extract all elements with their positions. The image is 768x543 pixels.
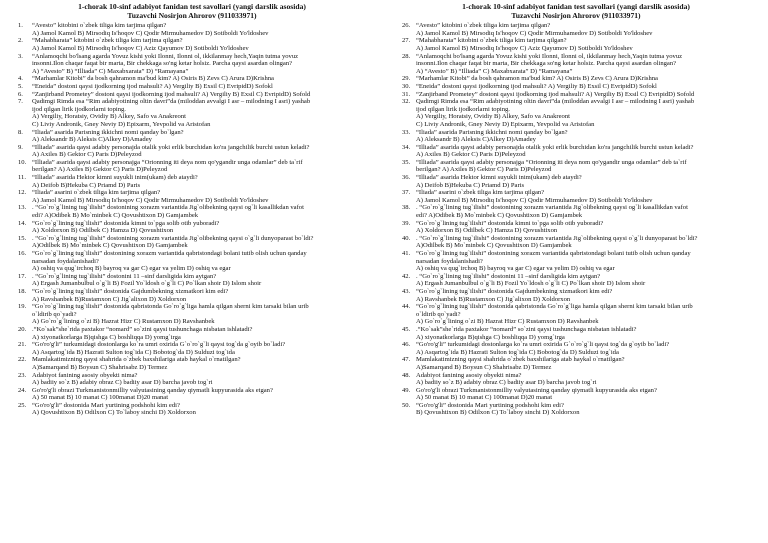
question-text-line: . “Go`ro`g`lining tug`ilishi” dostonining xorazm variantida Jig`olibekning qaysi og`li kasallikdan vafot: [416, 204, 688, 212]
question-text-line: Qadimgi Rimda esa “Rim adabiyotining oltin davri”da (miloddan avvalgi I asr – milodning I asri) yashab: [416, 98, 695, 106]
question-item: [402, 91, 750, 99]
question-text-line: “Go`ro`g`lining tug`ilishi” dostonida kimni to`pga solib otib yuboradi?: [416, 219, 604, 227]
question-text-line: “Go'ro'g'li” turkumidagi dostonlarga ko`ra umri oxirida G`o`ro`g`li qaysi tog`da g`oyib bo`ladi?: [32, 341, 286, 349]
question-text-line: A) Aleksandr B) Aleksis C)Alkey D)Amadey: [32, 136, 152, 144]
question-item: [18, 129, 366, 144]
question-list-right: [402, 22, 750, 417]
question-text-line: A) “Avesto” B) “Illiada” C) Maxabxarata” D) “Ramayana”: [32, 67, 189, 75]
question-item: [402, 83, 750, 91]
question-text-line: A) Jamol Kamol B) Mirsodiq Is'hoqov C) Aziz Qayumov D) Sotiboldi Yo'ldoshev: [416, 44, 633, 52]
question-text-line: A) Go`ro`g`lining o`zi B) Hazrat Hizr C) Rustamxon D) Ravshanbek: [32, 318, 215, 326]
question-number: 40.: [402, 234, 411, 242]
question-text-line: A) Axiles B) Gektor C) Paris D)Peleyzod: [32, 151, 142, 159]
question-text-line: “Iliada” asarida Parisning ikkichni nomi qanday bo`lgan?: [416, 128, 568, 136]
question-item: [402, 235, 750, 250]
question-text-line: “Illiada” asarida Hektor kimni suyukli inim(ukam) deb ataydi?: [32, 174, 198, 182]
question-item: [18, 204, 366, 219]
question-number: 11.: [18, 174, 26, 182]
question-text-line: A) Aleksandr B) Aleksis C)Alkey D)Amadey: [416, 136, 536, 144]
question-text-line: “Go`ro`g`lining tug`ilishi” dostonida Gajdumbekning xizmatkori kim edi?: [416, 287, 613, 295]
question-text-line: “Zanjirband Prometey” dostoni qaysi ijodkorning ijod mahsuli? A) Vergiliy B) Exsil C) EvripidD) Sofold: [416, 90, 695, 98]
question-item: [18, 174, 366, 189]
question-text-line: A) Asqartog`ida B) Hazrati Sulton tog`ida C) Bobotog`da D) Sulduzi tog`ida: [416, 348, 619, 356]
question-item: [402, 189, 750, 204]
question-text-line: A) Jamol Kamol B) Mirsodiq Is'hoqov C) Qodir Mirmuhamedov D) Sotiboldi Yo'ldoshev: [416, 29, 653, 37]
question-text-line: “Marhamlar Kitobi” da bosh qahramon ma'bud kim? A) Osiris B) Zevs C) Arura D)Krishna: [32, 75, 274, 83]
question-text-line: narsadan foydalanishadi?: [416, 257, 483, 265]
question-item: [18, 387, 366, 402]
question-number: 8.: [18, 128, 23, 136]
question-text-line: . “Go`ro`g`lining tug`ilishi” dostonining xorazm variantida Jig`olibekning qaysi og`li kasallikdan vafot: [32, 204, 304, 212]
question-item: [402, 250, 750, 273]
question-number: 33.: [402, 128, 411, 136]
question-number: 1.: [18, 22, 23, 30]
question-number: 7.: [18, 98, 23, 106]
question-item: [18, 98, 366, 128]
question-text-line: ijod qilgan lirik ijodkorlarni toping.: [32, 105, 126, 113]
question-list-left: [18, 22, 366, 417]
question-text-line: A) Deifob B)Hekuba C) Priamd D) Paris: [32, 181, 141, 189]
question-item: [18, 83, 366, 91]
question-number: 35.: [402, 158, 411, 166]
question-item: [18, 37, 366, 52]
question-text-line: insonni.Ilon chaqar faqat bir marta, Bir chekkaga so'ng ketar holsiz. Parcha qaysi asardan olingan?: [416, 60, 677, 68]
question-number: 23.: [18, 371, 27, 379]
question-text-line: edi? A)Odibek B) Mo`minbek C) Qovushtixon D) Gamjambek: [32, 212, 199, 220]
question-text-line: A) Xoldorxon B) Odilbek C) Hamza D) Qovushtixon: [416, 227, 558, 235]
question-text-line: A) Deifob B)Hekuba C) Priamd D) Paris: [416, 181, 525, 189]
question-number: 14.: [18, 219, 27, 227]
question-item: [402, 326, 750, 341]
question-item: [18, 288, 366, 303]
question-text-line: berilgan? A) Axiles B) Gektor C) Paris D)Peleyzod: [32, 166, 168, 174]
question-number: 20.: [18, 325, 27, 333]
question-number: 19.: [18, 303, 27, 311]
question-text-line: ijod qilgan lirik ijodkorlarni toping.: [416, 105, 510, 113]
question-text-line: A) “Avesto” B) “Illiada” C) Maxabxarata” D) “Ramayana”: [416, 67, 573, 75]
question-item: [18, 220, 366, 235]
question-item: [18, 189, 366, 204]
question-text-line: “Illiada” asarida qaysi adabiy personajda otalik yoki erlik burchidan ko'ra jangchilik burchi ustun keladi?: [416, 143, 694, 151]
question-text-line: Adabiyot fanining asosiy obyekti nima?: [32, 371, 138, 379]
header-title: 1-chorak 10-sinf adabiyot fanidan test savollari (yangi darslik asosida): [462, 2, 690, 11]
question-number: 42.: [402, 272, 411, 280]
question-text-line: “Illiada” asarida qaysi adabiy personajda otalik yoki erlik burchidan ko'ra jangchilik burchi ustun keladi?: [32, 143, 310, 151]
question-text-line: A) Jamol Kamol B) Mirsodiq Is'hoqov C) Qodir Mirmuhamedov D) Sotiboldi Yo'ldoshev: [32, 29, 269, 37]
question-item: [18, 91, 366, 99]
question-text-line: “Illiada” asarida qaysi adabiy personajga “Orionning iti deya nom qo'ygandir unga odamlar” deb ta`rif: [32, 158, 303, 166]
question-item: [18, 22, 366, 37]
question-number: 32.: [402, 98, 411, 106]
question-text-line: A) oshiq va qug`irchoq B) bayroq va gar C) egar va yelim D) oshiq va egar: [32, 265, 231, 273]
question-text-line: A)Samarqand B) Boysun C) Shahrisabz D) Termez: [32, 363, 168, 371]
question-text-line: A) Ravshanbek B)Rustamxon C) Jig`alixon D) Xoldorxon: [32, 295, 187, 303]
question-text-line: A) xiyonatkorlarga B)qishga C) boshliqqa D) yomg`irga: [416, 333, 565, 341]
question-number: 37.: [402, 189, 411, 197]
question-text-line: A) Jamol Kamol B) Mirsodiq Is'hoqov C) Aziz Qayumov D) Sotiboldi Yo'ldoshev: [32, 44, 249, 52]
question-item: [18, 235, 366, 250]
question-number: 41.: [402, 250, 411, 257]
question-text-line: “Anlamoqchi bo'lsang agarda Yovuz kishi yoki Ilonni, Ilonni ol, ikkilanmay hech,Yaqin tutma yovuz: [32, 52, 299, 60]
question-text-line: . “Go`ro`g`lining tug`ilishi” dostonini 11 –sinf darsligida kim aytgan?: [32, 272, 217, 280]
question-text-line: “Marhamlar Kitobi” da bosh qahramon ma'bud kim? A) Osiris B) Zevs C) Arura D)Krishna: [416, 75, 658, 83]
question-text-line: C) Liviy Andronik, Gney Neviy D) Epixarm, Yevpolid va Aristofan: [32, 120, 211, 128]
question-number: 12.: [18, 189, 27, 197]
question-item: [18, 53, 366, 76]
question-text-line: “Go`ro`g`lining tug`ilishi” dostonining xorazm variantida qabristondagi bolani tutib olish uchun qanday: [416, 250, 691, 257]
question-item: [402, 220, 750, 235]
question-text-line: B) Qovushtixon B) Odilxon C) To`laboy sinchi D) Xoldorxon: [416, 409, 580, 417]
question-text-line: “Go`ro`g`lining tug`ilishi” dostonida qabristonda Go`ro`g`liga hamla qilgan sherni kim tarsaki bilan urib: [416, 303, 693, 311]
question-text-line: “Zanjirband Prometey” dostoni qaysi ijodkorning ijod mahsuli? A) Vergiliy B) Exsil C) EvripidD) Sofold: [32, 90, 311, 98]
question-text-line: Mamlakatimizning qaysi shahrida o`zbek baxshilariga atab haykal o`rnatilgan?: [416, 356, 625, 364]
question-text-line: “Avesto” kitobini o`zbek tiliga kim tarjima qilgan?: [416, 22, 551, 30]
question-item: [402, 204, 750, 219]
question-text-line: A) Ergash Jumanbulbul o`g`li B) Fozil Yo`ldosh o`g`li C) Po`lkan shoir D) Islom shoir: [416, 280, 646, 288]
question-number: 27.: [402, 37, 411, 45]
question-text-line: “Mahabharata” kitobini o`zbek tiliga kim tarjima qilgan?: [32, 37, 183, 45]
question-text-line: “Anlamoqchi bo'lsang agarda Yovuz kishi yoki Ilonni, Ilonni ol, ikkilanmay hech,Yaqin tutma yovuz: [416, 52, 683, 60]
question-number: 5.: [18, 82, 23, 90]
question-text-line: . “Go`ro`g`lining tug`ilishi” dostonining xorazm variantida Jig`olibekning qaysi o`g`li dunyoparast bo`ldi?: [416, 234, 698, 242]
right-column: [402, 3, 750, 417]
question-text-line: “Iliada” asarida Parisning ikkichni nomi qanday bo`lgan?: [32, 128, 184, 136]
question-text-line: .“Ko`sak”she`rida paxtakor “nomard” so`zini qaysi tushunchaga nisbatan ishlatadi?: [32, 325, 253, 333]
question-text-line: Go'ro'g'li obrazi Turkmanistonmilliy valyutasining qanday qiymatli kupyurasida aks etgan?: [416, 386, 657, 394]
question-item: [402, 356, 750, 371]
question-item: [402, 288, 750, 303]
question-number: 29.: [402, 75, 411, 83]
question-number: 2.: [18, 37, 23, 45]
question-text-line: Qadimgi Rimda esa “Rim adabiyotining oltin davri”da (miloddan avvalgi I asr – milodning I asri) yashab: [32, 98, 311, 106]
question-number: 50.: [402, 401, 411, 409]
question-item: [18, 341, 366, 356]
question-number: 30.: [402, 82, 411, 90]
question-text-line: “Go'ro'g'li” dostonida Mari yurtining podshohi kim edi?: [416, 401, 564, 409]
question-item: [18, 402, 366, 417]
question-number: 28.: [402, 52, 411, 60]
question-text-line: A) Jamol Kamol B) Mirsodiq Is'hoqov C) Qodir Mirmuhamedov D) Sotiboldi Yo'ldoshev: [32, 196, 269, 204]
question-item: [18, 273, 366, 288]
question-text-line: A) Qovushtixon B) Odilxon C) To`laboy sinchi D) Xoldorxon: [32, 409, 196, 417]
question-number: 22.: [18, 356, 27, 364]
question-number: 48.: [402, 371, 411, 379]
header-title: 1-chorak 10-sinf adabiyot fanidan test savollari (yangi darslik asosida): [78, 2, 306, 11]
question-text-line: “Illiada” asarida qaysi adabiy personajga “Orionning iti deya nom qo'ygandir unga odamlar” deb ta`rif: [416, 158, 687, 166]
question-number: 43.: [402, 287, 411, 295]
question-text-line: “Avesto” kitobini o`zbek tiliga kim tarjima qilgan?: [32, 22, 167, 30]
question-text-line: “Eneida” dostoni qaysi ijodkorning ijod mahsuli? A) Vergiliy B) Exsil C) EvripidD) Sofokl: [416, 82, 657, 90]
question-text-line: “Iliada” asarini o`zbek tiliga kim tarjima qilgan?: [32, 189, 161, 197]
question-text-line: A) badiiy so`z B) adabiy obraz C) badiiy asar D) barcha javob tog`ri: [416, 379, 597, 387]
question-number: 39.: [402, 219, 411, 227]
question-text-line: “Go`ro`g`lining tug`ilishi” dostonida Gajdumbekning xizmatkori kim edi?: [32, 287, 229, 295]
left-column: [18, 3, 366, 417]
question-number: 15.: [18, 234, 27, 242]
question-text-line: “Go`ro`g`lining tug`ilishi” dostonida qabristonda Go`ro`g`liga hamla qilgan sherni kim tarsaki bilan urib: [32, 303, 309, 311]
question-text-line: Mamlakatimizning qaysi shahrida o`zbek baxshilariga atab haykal o`rnatilgan?: [32, 356, 241, 364]
question-text-line: insonni.Ilon chaqar faqat bir marta, Bir chekkaga so'ng ketar holsiz. Parcha qaysi asardan olingan?: [32, 60, 293, 68]
question-item: [402, 372, 750, 387]
question-text-line: “Iliada” asarini o`zbek tiliga kim tarjima qilgan?: [416, 189, 545, 197]
question-item: [402, 129, 750, 144]
question-number: 10.: [18, 158, 27, 166]
question-item: [402, 273, 750, 288]
question-text-line: narsadan foydalanishadi?: [32, 257, 99, 265]
question-text-line: . “Go`ro`g`lining tug`ilishi” dostonining xorazm variantida Jig`olibekning qaysi o`g`li dunyoparast bo`ldi?: [32, 234, 314, 242]
question-text-line: A) Asqartog`ida B) Hazrati Sulton tog`ida C) Bobotog`da D) Sulduzi tog`ida: [32, 348, 235, 356]
question-text-line: o`ldirib qo`yadi?: [32, 310, 77, 318]
question-number: 49.: [402, 386, 411, 394]
header-author: Tuzavchi Nosirjon Ahrorov (911033971): [127, 10, 257, 20]
question-text-line: A) badiiy so`z B) adabiy obraz C) badiiy asar D) barcha javob tog`ri: [32, 379, 213, 387]
question-number: 31.: [402, 90, 411, 98]
question-number: 3.: [18, 52, 23, 60]
question-number: 26.: [402, 22, 411, 30]
question-number: 21.: [18, 341, 27, 349]
question-number: 44.: [402, 303, 411, 311]
question-number: 45.: [402, 325, 411, 333]
question-number: 9.: [18, 143, 23, 151]
question-text-line: Go'ro'g'li obrazi Turkmanistonmilliy valyutasining qanday qiymatli kupyurasida aks etgan?: [32, 386, 273, 394]
question-text-line: Adabiyot fanining asosiy obyekti nima?: [416, 371, 522, 379]
question-text-line: “Go'ro'g'li” turkumidagi dostonlarga ko`ra umri oxirida G`o`ro`g`li qaysi tog`da g`oyib bo`ladi?: [416, 341, 670, 349]
question-item: [18, 75, 366, 83]
header-left: [18, 3, 366, 20]
question-text-line: A) Axiles B) Gektor C) Paris D)Peleyzod: [416, 151, 526, 159]
question-number: 16.: [18, 250, 27, 257]
header-right: [402, 3, 750, 20]
question-item: [402, 387, 750, 402]
question-text-line: “Go`ro`g`lining tug`ilishi” dostonining xorazm variantida qabristondagi bolani tutib olish uchun qanday: [32, 250, 307, 257]
question-text-line: A) 50 manat B) 10 manat C) 100manat D)20 manat: [416, 394, 553, 402]
question-item: [18, 159, 366, 174]
question-item: [402, 174, 750, 189]
question-number: 18.: [18, 287, 27, 295]
question-number: 4.: [18, 75, 23, 83]
question-text-line: A)Odilbek B) Mo`minbek C) Qovushtixon D) Gamjambek: [32, 242, 188, 250]
question-item: [402, 53, 750, 76]
question-text-line: A) Jamol Kamol B) Mirsodiq Is'hoqov C) Qodir Mirmuhamedov D) Sotiboldi Yo'ldoshev: [416, 196, 653, 204]
question-text-line: “Go'ro'g'li” dostonida Mari yurtining podshohi kim edi?: [32, 401, 180, 409]
question-text-line: “Go`ro`g`lining tug`ilishi” dostonida kimni to`pga solib otib yuboradi?: [32, 219, 220, 227]
question-text-line: . “Go`ro`g`lining tug`ilishi” dostonini 11 –sinf darsligida kim aytgan?: [416, 272, 601, 280]
question-item: [402, 402, 750, 417]
question-item: [18, 356, 366, 371]
question-item: [18, 303, 366, 326]
question-number: 24.: [18, 386, 27, 394]
question-text-line: A) 50 manat B) 10 manat C) 100manat D)20 manat: [32, 394, 169, 402]
question-text-line: A)Samarqand B) Boysun C) Shahrisabz D) Termez: [416, 363, 552, 371]
question-item: [402, 37, 750, 52]
question-text-line: “Eneida” dostoni qaysi ijodkorning ijod mahsuli? A) Vergiliy B) Exsil C) EvripidD) Sofokl: [32, 82, 273, 90]
question-text-line: A) Vergiliy, Horatsiy, Ovidiy B) Alkey, Safo va Anakreont: [416, 113, 570, 121]
question-text-line: berilgan? A) Axiles B) Gektor C) Paris D)Peleyzod: [416, 166, 552, 174]
question-number: 34.: [402, 143, 411, 151]
question-number: 25.: [18, 401, 27, 409]
question-item: [402, 303, 750, 326]
question-text-line: A) Xoldorxon B) Odilbek C) Hamza D) Qovushtixon: [32, 227, 174, 235]
question-text-line: A) oshiq va qug`irchoq B) bayroq va gar C) egar va yelim D) oshiq va egar: [416, 265, 615, 273]
question-item: [18, 326, 366, 341]
question-text-line: edi? A)Odibek B) Mo`minbek C) Qovushtixon D) Gamjambek: [416, 212, 583, 220]
question-text-line: C) Liviy Andronik, Gney Neviy D) Epixarm, Yevpolid va Aristofan: [416, 120, 595, 128]
question-item: [18, 144, 366, 159]
question-text-line: A) Vergiliy, Horatsiy, Ovidiy B) Alkey, Safo va Anakreont: [32, 113, 186, 121]
question-item: [402, 341, 750, 356]
question-item: [402, 98, 750, 128]
question-item: [402, 144, 750, 159]
question-item: [402, 75, 750, 83]
question-number: 17.: [18, 272, 27, 280]
question-text-line: A) Go`ro`g`lining o`zi B) Hazrat Hizr C) Rustamxon D) Ravshanbek: [416, 318, 599, 326]
question-text-line: “Illiada” asarida Hektor kimni suyukli inim(ukam) deb ataydi?: [416, 174, 582, 182]
question-item: [18, 250, 366, 273]
question-text-line: “Mahabharata” kitobini o`zbek tiliga kim tarjima qilgan?: [416, 37, 567, 45]
question-item: [402, 22, 750, 37]
question-number: 6.: [18, 90, 23, 98]
question-text-line: A) Ergash Jumanbulbul o`g`li B) Fozil Yo`ldosh o`g`li C) Po`lkan shoir D) Islom shoir: [32, 280, 262, 288]
question-number: 38.: [402, 204, 411, 212]
question-text-line: A) Ravshanbek B)Rustamxon C) Jig`alixon D) Xoldorxon: [416, 295, 571, 303]
question-text-line: A)Odilbek B) Mo`minbek C) Qovushtixon D) Gamjambek: [416, 242, 572, 250]
question-text-line: A) xiyonatkorlarga B)qishga C) boshliqqa D) yomg`irga: [32, 333, 181, 341]
question-text-line: .“Ko`sak”she`rida paxtakor “nomard” so`zini qaysi tushunchaga nisbatan ishlatadi?: [416, 325, 637, 333]
header-author: Tuzavchi Nosirjon Ahrorov (911033971): [511, 10, 641, 20]
question-number: 47.: [402, 356, 411, 364]
question-number: 36.: [402, 174, 411, 182]
question-number: 46.: [402, 341, 411, 349]
question-item: [18, 372, 366, 387]
question-number: 13.: [18, 204, 27, 212]
question-item: [402, 159, 750, 174]
question-text-line: o`ldirib qo`yadi?: [416, 310, 461, 318]
